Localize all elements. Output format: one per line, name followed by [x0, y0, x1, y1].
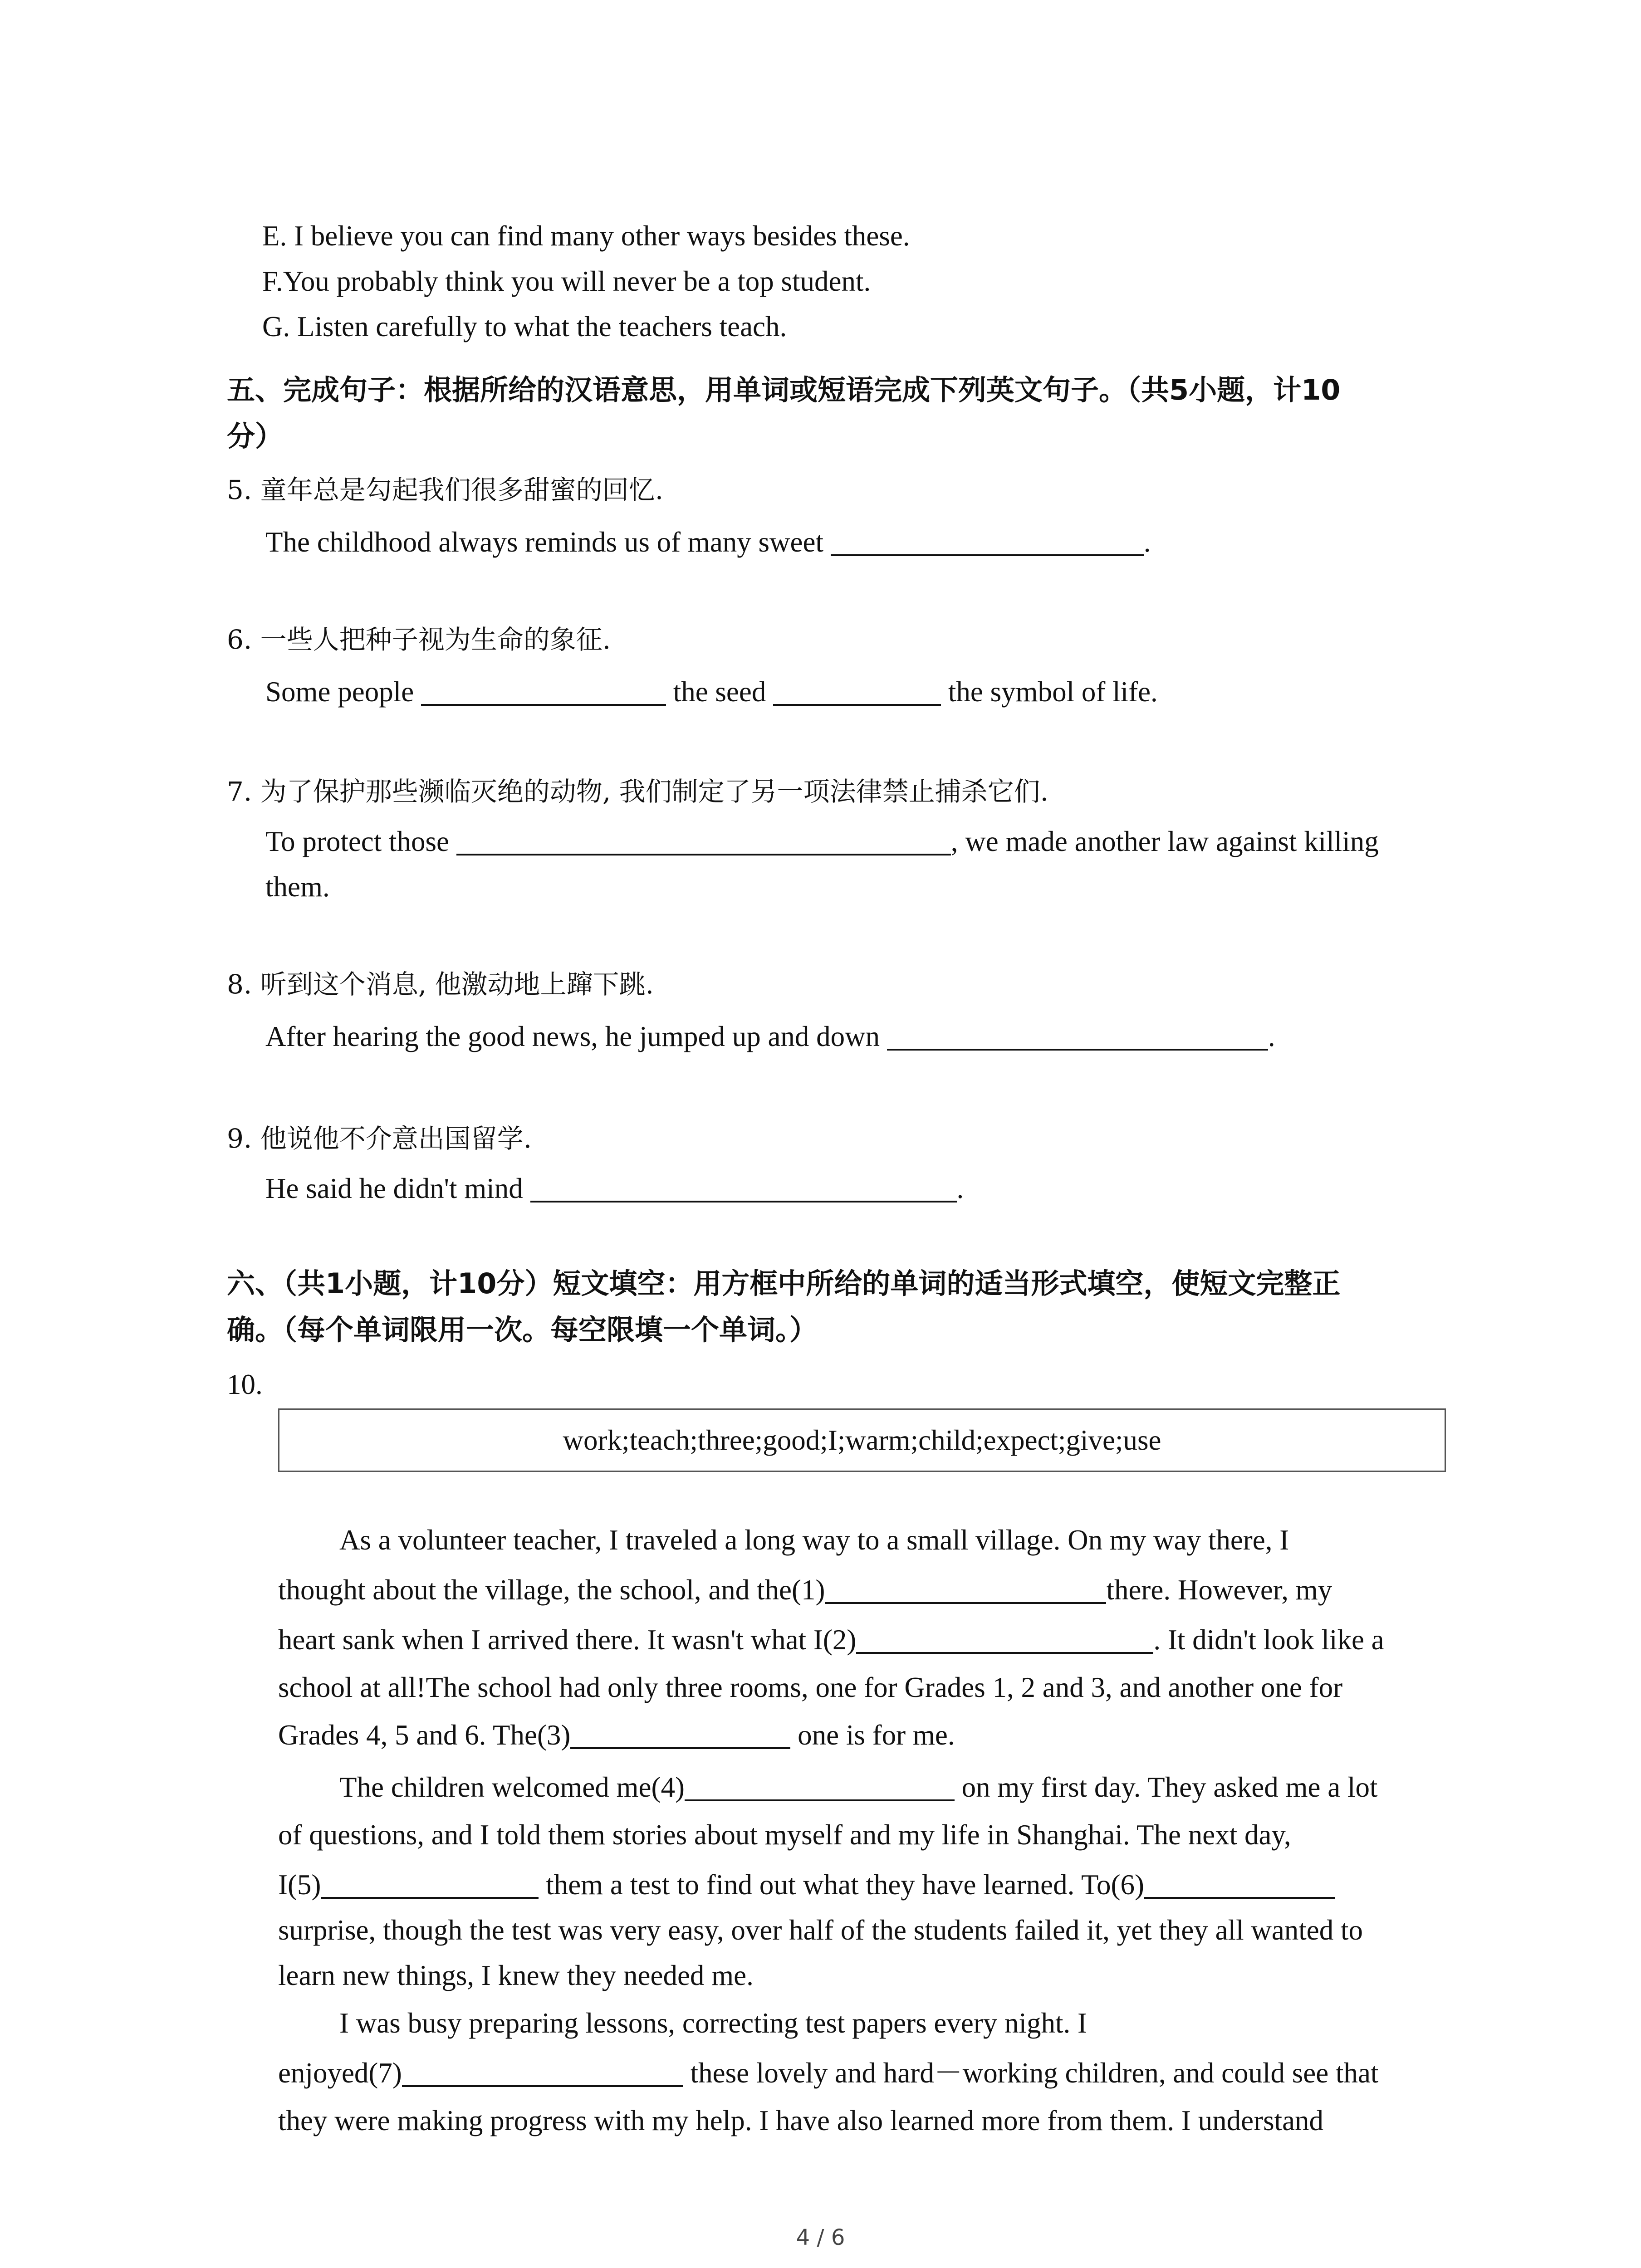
passage-line-4: school at all!The school had only three rooms, one for Grades 1, 2 and 3, and another one for [278, 1672, 1343, 1703]
blank-3[interactable] [570, 1720, 790, 1749]
option-g: G. Listen carefully to what the teachers teach. [262, 311, 787, 342]
q8-english: After hearing the good news, he jumped up and down . [265, 1021, 1275, 1052]
passage-line-9: surprise, though the test was very easy, over half of the students failed it, yet they all wanted to [278, 1914, 1363, 1946]
section5-title-line1: 五、完成句子：根据所给的汉语意思，用单词或短语完成下列英文句子。（共5小题，计10 [227, 373, 1341, 406]
section6-title-line1: 六、（共1小题，计10分）短文填空：用方框中所给的单词的适当形式填空，使短文完整正 [227, 1267, 1341, 1300]
section6-title-line2: 确。（每个单词限用一次。每空限填一个单词。） [227, 1313, 818, 1346]
blank-1[interactable] [825, 1575, 1106, 1604]
passage-line-11: I was busy preparing lessons, correcting test papers every night. I [339, 2007, 1087, 2039]
passage-line-1: As a volunteer teacher, I traveled a long way to a small village. On my way there, I [339, 1524, 1289, 1556]
passage-line-7: of questions, and I told them stories about myself and my life in Shanghai. The next day, [278, 1819, 1291, 1851]
word-box: work;teach;three;good;I;warm;child;expect;give;use [278, 1408, 1446, 1472]
passage-line-13: they were making progress with my help. I have also learned more from them. I understand [278, 2105, 1324, 2136]
q5-answer-blank[interactable] [831, 527, 1144, 556]
passage-line-12: enjoyed(7) these lovely and hard－working children, and could see that [278, 2057, 1379, 2089]
q7-chinese: 7. 为了保护那些濒临灭绝的动物, 我们制定了另一项法律禁止捕杀它们. [227, 776, 1049, 807]
q7-english-cont: them. [265, 871, 330, 903]
q8-chinese: 8. 听到这个消息, 他激动地上蹿下跳. [227, 969, 654, 1000]
q9-chinese: 9. 他说他不介意出国留学. [227, 1123, 532, 1154]
q9-english: He said he didn't mind . [265, 1173, 964, 1204]
option-e: E. I believe you can find many other ways besides these. [262, 220, 910, 252]
blank-4[interactable] [685, 1772, 955, 1801]
blank-6[interactable] [1144, 1870, 1335, 1899]
q6-answer-blank-2[interactable] [773, 677, 941, 706]
blank-2[interactable] [856, 1625, 1153, 1654]
blank-7[interactable] [402, 2058, 683, 2087]
passage-line-5: Grades 4, 5 and 6. The(3) one is for me. [278, 1719, 955, 1751]
q6-english: Some people the seed the symbol of life. [265, 676, 1158, 708]
passage-line-10: learn new things, I knew they needed me. [278, 1960, 754, 1991]
q8-answer-blank[interactable] [887, 1022, 1268, 1051]
passage-line-2: thought about the village, the school, and the(1) there. However, my [278, 1574, 1332, 1606]
passage-line-8: I(5) them a test to find out what they have learned. To(6) [278, 1867, 1335, 1903]
passage-line-6: The children welcomed me(4) on my first day. They asked me a lot [339, 1771, 1378, 1803]
blank-5[interactable] [321, 1870, 539, 1899]
q5-english: The childhood always reminds us of many sweet . [265, 526, 1151, 558]
q6-answer-blank-1[interactable] [421, 677, 666, 706]
q10-number: 10. [227, 1369, 263, 1400]
q9-answer-blank[interactable] [530, 1173, 957, 1202]
option-f: F.You probably think you will never be a top student. [262, 265, 871, 297]
page-number: 4 / 6 [796, 2225, 845, 2250]
q6-chinese: 6. 一些人把种子视为生命的象征. [227, 624, 611, 655]
q5-chinese: 5. 童年总是勾起我们很多甜蜜的回忆. [227, 474, 664, 505]
q7-english: To protect those , we made another law against killing [265, 826, 1379, 857]
section5-title-line2: 分） [227, 420, 284, 453]
passage-line-3: heart sank when I arrived there. It wasn't what I(2) . It didn't look like a [278, 1624, 1384, 1656]
q7-answer-blank[interactable] [456, 826, 951, 855]
